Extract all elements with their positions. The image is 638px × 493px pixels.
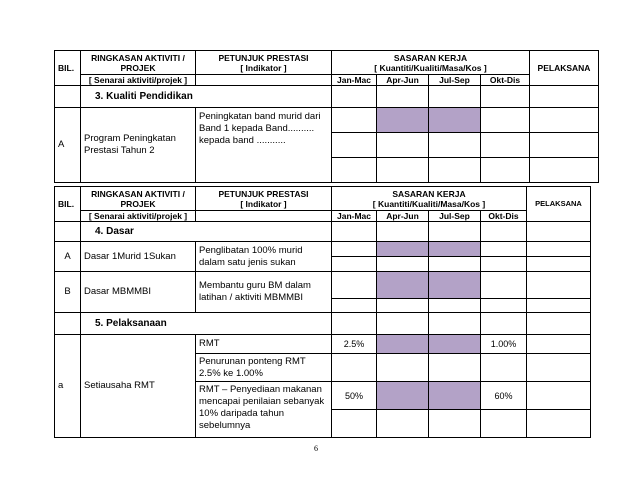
header-sasaran-line2: [ Kuantiti/Kualiti/Masa/Kos ] [372,198,486,209]
table-cell [377,313,429,335]
table-cell [481,158,530,183]
header-blank [196,211,332,222]
table-cell [527,222,591,242]
table-cell [429,299,481,313]
table-cell [429,133,481,158]
table-cell [481,133,530,158]
table-cell [527,313,591,335]
section-title-dasar: 4. Dasar [81,222,332,242]
table-cell [332,410,377,438]
header-bil: BIL. [55,187,81,222]
row-aktiviti: Dasar 1Murid 1Sukan [81,242,196,272]
table-cell [332,108,377,133]
table-cell [530,86,599,108]
table-cell [377,410,429,438]
table-cell [527,382,591,410]
row-bil: B [55,272,81,313]
header-ringkasan-line2: PROJEK [120,198,156,209]
header-quarter-2: Apr-Jun [377,211,429,222]
header-sasaran-line1: SASARAN KERJA [393,52,468,63]
page-number: 6 [314,444,318,453]
table-cell [530,158,599,183]
table-cell [429,222,481,242]
table-cell [377,354,429,382]
section-bil-blank [55,86,81,108]
table-cell [332,222,377,242]
shaded-cell [377,242,429,257]
shaded-cell [429,272,481,299]
table-cell [481,108,530,133]
header-sasaran-line2: [ Kuantiti/Kualiti/Masa/Kos ] [374,62,487,73]
shaded-cell [429,242,481,257]
row-indikator-ponteng: Penurunan ponteng RMT 2.5% ke 1.00% [196,354,332,382]
row-bil: A [55,242,81,272]
table-cell [332,299,377,313]
table-cell [429,257,481,272]
header-quarter-1: Jan-Mac [332,75,377,86]
table-cell [481,354,527,382]
header-ringkasan-line3: [ Senarai aktiviti/projek ] [81,75,196,86]
header-petunjuk-line2: [ Indikator ] [240,62,287,73]
shaded-cell [429,382,481,410]
header-petunjuk-line1: PETUNJUK PRESTASI [218,52,309,63]
table-cell [332,354,377,382]
header-petunjuk [196,51,332,75]
header-sasaran [332,187,527,211]
header-ringkasan-line1: RINGKASAN AKTIVITI / [91,188,185,199]
shaded-cell [429,108,481,133]
work-target-table-1 [54,50,599,183]
table-cell [527,335,591,354]
header-pelaksana: PELAKSANA [530,51,599,86]
table-cell [527,354,591,382]
table-cell [429,410,481,438]
table-cell [481,410,527,438]
header-ringkasan [81,187,196,211]
table-cell [332,272,377,299]
header-sasaran [332,51,530,75]
header-quarter-1: Jan-Mac [332,211,377,222]
row-indikator: Penglibatan 100% murid dalam satu jenis sukan [196,242,332,272]
header-ringkasan-line1: RINGKASAN AKTIVITI / [91,52,185,63]
table-cell [481,272,527,299]
header-quarter-4: Okt-Dis [481,211,527,222]
table-cell [332,133,377,158]
row-aktiviti: Dasar MBMMBI [81,272,196,313]
target-okt-dis: 60% [481,382,527,410]
row-indikator: Membantu guru BM dalam latihan / aktiviti MBMMBI [196,272,332,313]
row-indikator-rmt: RMT [196,335,332,354]
table-cell [429,158,481,183]
header-petunjuk [196,187,332,211]
header-bil: BIL. [55,51,81,86]
table-cell [481,313,527,335]
section-bil-blank [55,313,81,335]
table-cell [332,158,377,183]
table-cell [527,257,591,272]
table-cell [481,257,527,272]
section-title-kualiti: 3. Kualiti Pendidikan [81,86,332,108]
work-target-table-2 [54,186,591,438]
table-cell [527,272,591,299]
header-pelaksana: PELAKSANA [527,187,591,222]
table-cell [377,299,429,313]
table-cell [332,313,377,335]
table-cell [377,133,429,158]
row-bil: a [55,335,81,438]
table-cell [481,86,530,108]
header-ringkasan [81,51,196,75]
row-indikator-makanan: RMT – Penyediaan makanan mencapai penilaian sebanyak 10% daripada tahun sebelumnya [196,382,332,438]
shaded-cell [377,335,429,354]
table-cell [527,410,591,438]
target-okt-dis: 1.00% [481,335,527,354]
section-title-pelaksanaan: 5. Pelaksanaan [81,313,332,335]
row-indikator: Peningkatan band murid dari Band 1 kepada Band.......... kepada band ........... [196,108,332,183]
header-petunjuk-line2: [ Indikator ] [240,198,287,209]
target-jan-mac: 50% [332,382,377,410]
header-quarter-3: Jul-Sep [429,75,481,86]
row-aktiviti: Setiausaha RMT [81,335,196,438]
table-cell [481,222,527,242]
table-cell [429,354,481,382]
table-cell [377,222,429,242]
header-ringkasan-line3: [ Senarai aktiviti/projek ] [81,211,196,222]
row-bil: A [55,108,81,183]
table-cell [429,86,481,108]
header-quarter-4: Okt-Dis [481,75,530,86]
table-cell [527,299,591,313]
shaded-cell [377,108,429,133]
table-cell [332,242,377,257]
table-cell [332,86,377,108]
table-cell [377,86,429,108]
table-cell [429,313,481,335]
table-cell [527,242,591,257]
header-ringkasan-line2: PROJEK [120,62,156,73]
table-cell [530,133,599,158]
table-cell [530,108,599,133]
table-cell [377,158,429,183]
header-quarter-2: Apr-Jun [377,75,429,86]
section-bil-blank [55,222,81,242]
row-aktiviti: Program Peningkatan Prestasi Tahun 2 [81,108,196,183]
table-cell [481,242,527,257]
header-blank [196,75,332,86]
shaded-cell [429,335,481,354]
shaded-cell [377,272,429,299]
header-sasaran-line1: SASARAN KERJA [392,188,466,199]
table-cell [332,257,377,272]
shaded-cell [377,382,429,410]
header-quarter-3: Jul-Sep [429,211,481,222]
table-cell [481,299,527,313]
table-cell [377,257,429,272]
target-jan-mac: 2.5% [332,335,377,354]
header-petunjuk-line1: PETUNJUK PRESTASI [218,188,309,199]
